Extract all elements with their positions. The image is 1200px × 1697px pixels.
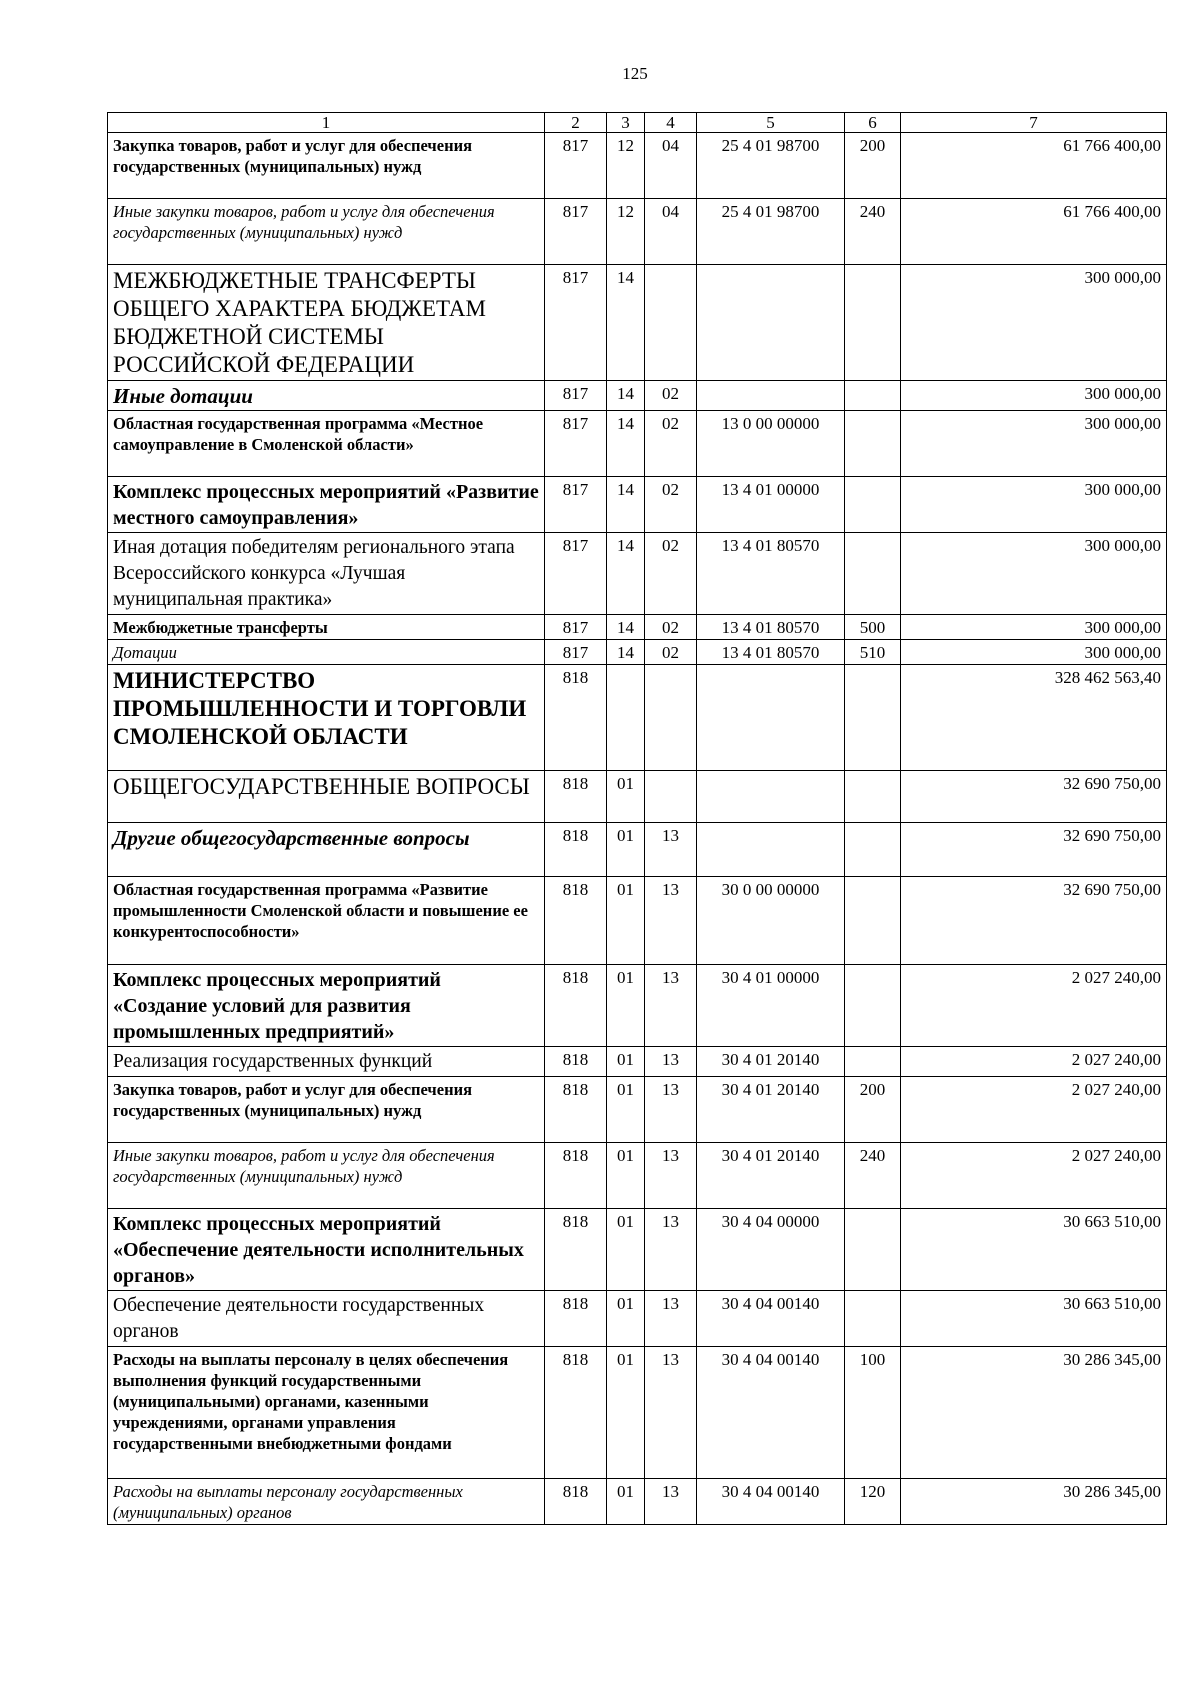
row-code-4: 02 (645, 477, 697, 533)
column-header: 3 (607, 113, 645, 133)
table-row (108, 533, 1167, 615)
row-amount: 30 286 345,00 (901, 1347, 1167, 1479)
row-amount: 300 000,00 (901, 477, 1167, 533)
row-code-6: 510 (845, 640, 901, 665)
row-code-2: 818 (545, 665, 607, 771)
row-code-4: 04 (645, 199, 697, 265)
column-header: 5 (697, 113, 845, 133)
row-code-2: 817 (545, 381, 607, 411)
row-code-6 (845, 771, 901, 823)
row-name: Расходы на выплаты персоналу государственных (муниципальных) органов (108, 1479, 545, 1525)
row-code-2: 818 (545, 1347, 607, 1479)
row-code-4: 13 (645, 1143, 697, 1209)
row-name: Иные дотации (108, 381, 545, 411)
row-name: Обеспечение деятельности государственных органов (108, 1291, 545, 1347)
table-row (108, 1291, 1167, 1347)
row-code-6 (845, 965, 901, 1047)
row-name: Комплекс процессных мероприятий «Создание условий для развития промышленных предприятий» (108, 965, 545, 1047)
row-code-2: 818 (545, 965, 607, 1047)
row-code-3: 12 (607, 199, 645, 265)
row-code-6 (845, 1047, 901, 1077)
row-code-5: 30 4 01 00000 (697, 965, 845, 1047)
row-code-2: 818 (545, 1209, 607, 1291)
table-row (108, 1143, 1167, 1209)
row-code-4: 04 (645, 133, 697, 199)
row-code-3: 01 (607, 877, 645, 965)
row-code-3: 14 (607, 265, 645, 381)
row-code-6 (845, 665, 901, 771)
row-name: Дотации (108, 640, 545, 665)
row-code-6 (845, 477, 901, 533)
row-code-4: 13 (645, 1047, 697, 1077)
row-code-6: 240 (845, 199, 901, 265)
table-row (108, 1479, 1167, 1525)
row-code-4: 13 (645, 877, 697, 965)
row-code-2: 817 (545, 615, 607, 640)
row-code-3: 01 (607, 1291, 645, 1347)
row-code-5: 13 4 01 80570 (697, 615, 845, 640)
row-code-3: 14 (607, 477, 645, 533)
row-code-3 (607, 665, 645, 771)
row-code-5 (697, 823, 845, 877)
row-code-2: 818 (545, 1047, 607, 1077)
row-code-3: 01 (607, 965, 645, 1047)
row-code-2: 818 (545, 1077, 607, 1143)
row-code-6: 500 (845, 615, 901, 640)
row-code-3: 01 (607, 1479, 645, 1525)
column-header: 4 (645, 113, 697, 133)
row-code-5 (697, 771, 845, 823)
row-name: Закупка товаров, работ и услуг для обеспечения государственных (муниципальных) нужд (108, 1077, 545, 1143)
row-code-5: 30 4 04 00140 (697, 1347, 845, 1479)
column-header: 7 (901, 113, 1167, 133)
row-code-3: 14 (607, 533, 645, 615)
row-code-6: 200 (845, 133, 901, 199)
row-code-6: 240 (845, 1143, 901, 1209)
row-code-4 (645, 771, 697, 823)
row-code-6 (845, 1209, 901, 1291)
row-code-4 (645, 665, 697, 771)
row-code-5 (697, 381, 845, 411)
row-amount: 300 000,00 (901, 533, 1167, 615)
row-code-5: 30 0 00 00000 (697, 877, 845, 965)
row-name: Комплекс процессных мероприятий «Развитие местного самоуправления» (108, 477, 545, 533)
row-code-2: 818 (545, 1143, 607, 1209)
row-amount: 61 766 400,00 (901, 133, 1167, 199)
row-code-6 (845, 411, 901, 477)
row-code-5: 25 4 01 98700 (697, 133, 845, 199)
row-name: Расходы на выплаты персоналу в целях обеспечения выполнения функций государственными (муниципальными) органами, казенными учреждениями, органами управления государственными внебюджетными фондами (108, 1347, 545, 1479)
row-code-2: 817 (545, 133, 607, 199)
row-code-5 (697, 265, 845, 381)
row-name: Областная государственная программа «Местное самоуправление в Смоленской области» (108, 411, 545, 477)
row-amount: 2 027 240,00 (901, 1077, 1167, 1143)
table-row (108, 381, 1167, 411)
row-amount: 2 027 240,00 (901, 1047, 1167, 1077)
row-amount: 328 462 563,40 (901, 665, 1167, 771)
row-name: Иная дотация победителям регионального этапа Всероссийского конкурса «Лучшая муниципальная практика» (108, 533, 545, 615)
row-code-5: 25 4 01 98700 (697, 199, 845, 265)
column-header: 1 (108, 113, 545, 133)
row-amount: 32 690 750,00 (901, 877, 1167, 965)
row-name: Межбюджетные трансферты (108, 615, 545, 640)
row-code-4: 13 (645, 823, 697, 877)
row-code-2: 818 (545, 1479, 607, 1525)
row-name: Реализация государственных функций (108, 1047, 545, 1077)
row-code-2: 818 (545, 771, 607, 823)
row-amount: 61 766 400,00 (901, 199, 1167, 265)
row-code-5: 30 4 01 20140 (697, 1077, 845, 1143)
table-row (108, 965, 1167, 1047)
row-code-3: 01 (607, 1047, 645, 1077)
table-row (108, 877, 1167, 965)
row-code-4: 13 (645, 1209, 697, 1291)
row-code-3: 14 (607, 381, 645, 411)
row-name: Другие общегосударственные вопросы (108, 823, 545, 877)
header-row (108, 113, 1167, 133)
row-code-2: 817 (545, 533, 607, 615)
row-amount: 2 027 240,00 (901, 1143, 1167, 1209)
row-code-6 (845, 823, 901, 877)
row-code-4: 13 (645, 1291, 697, 1347)
row-code-4: 13 (645, 1077, 697, 1143)
row-name: Иные закупки товаров, работ и услуг для обеспечения государственных (муниципальных) нужд (108, 199, 545, 265)
table-row (108, 411, 1167, 477)
row-amount: 30 286 345,00 (901, 1479, 1167, 1525)
row-code-3: 01 (607, 1209, 645, 1291)
row-code-3: 01 (607, 771, 645, 823)
row-name: Комплекс процессных мероприятий «Обеспечение деятельности исполнительных органов» (108, 1209, 545, 1291)
row-code-3: 12 (607, 133, 645, 199)
row-code-2: 817 (545, 640, 607, 665)
row-code-6 (845, 1291, 901, 1347)
row-code-4: 13 (645, 1347, 697, 1479)
row-amount: 300 000,00 (901, 615, 1167, 640)
column-header: 2 (545, 113, 607, 133)
row-code-5: 13 0 00 00000 (697, 411, 845, 477)
row-code-4 (645, 265, 697, 381)
row-code-4: 02 (645, 615, 697, 640)
row-amount: 32 690 750,00 (901, 771, 1167, 823)
table-row (108, 1047, 1167, 1077)
row-code-6: 120 (845, 1479, 901, 1525)
row-code-3: 14 (607, 411, 645, 477)
row-code-2: 818 (545, 823, 607, 877)
row-code-3: 14 (607, 615, 645, 640)
row-code-2: 817 (545, 477, 607, 533)
row-code-4: 02 (645, 533, 697, 615)
table-row (108, 1077, 1167, 1143)
table-row (108, 477, 1167, 533)
row-code-6 (845, 877, 901, 965)
row-code-4: 02 (645, 640, 697, 665)
table-row (108, 823, 1167, 877)
row-code-2: 817 (545, 265, 607, 381)
row-amount: 32 690 750,00 (901, 823, 1167, 877)
row-name: ОБЩЕГОСУДАРСТВЕННЫЕ ВОПРОСЫ (108, 771, 545, 823)
row-code-4: 13 (645, 965, 697, 1047)
page-number: 125 (622, 64, 648, 83)
row-code-3: 01 (607, 1143, 645, 1209)
table-row (108, 1347, 1167, 1479)
table-row (108, 615, 1167, 640)
row-code-6: 200 (845, 1077, 901, 1143)
row-code-3: 01 (607, 1347, 645, 1479)
row-amount: 30 663 510,00 (901, 1291, 1167, 1347)
row-amount: 300 000,00 (901, 265, 1167, 381)
row-name: Закупка товаров, работ и услуг для обеспечения государственных (муниципальных) нужд (108, 133, 545, 199)
row-code-5 (697, 665, 845, 771)
row-code-2: 818 (545, 1291, 607, 1347)
row-code-5: 13 4 01 00000 (697, 477, 845, 533)
row-code-4: 02 (645, 411, 697, 477)
row-code-6 (845, 265, 901, 381)
column-header: 6 (845, 113, 901, 133)
row-code-2: 817 (545, 199, 607, 265)
row-code-6: 100 (845, 1347, 901, 1479)
table-row (108, 265, 1167, 381)
row-name: Областная государственная программа «Развитие промышленности Смоленской области и повышение ее конкурентоспособности» (108, 877, 545, 965)
row-code-4: 13 (645, 1479, 697, 1525)
table-row (108, 1209, 1167, 1291)
row-name: МИНИСТЕРСТВО ПРОМЫШЛЕННОСТИ И ТОРГОВЛИ СМОЛЕНСКОЙ ОБЛАСТИ (108, 665, 545, 771)
row-amount: 300 000,00 (901, 381, 1167, 411)
row-code-6 (845, 381, 901, 411)
table-row (108, 771, 1167, 823)
row-code-5: 30 4 04 00140 (697, 1479, 845, 1525)
row-code-6 (845, 533, 901, 615)
row-code-5: 30 4 01 20140 (697, 1143, 845, 1209)
row-code-3: 01 (607, 1077, 645, 1143)
row-name: МЕЖБЮДЖЕТНЫЕ ТРАНСФЕРТЫ ОБЩЕГО ХАРАКТЕРА БЮДЖЕТАМ БЮДЖЕТНОЙ СИСТЕМЫ РОССИЙСКОЙ ФЕДЕРАЦИИ (108, 265, 545, 381)
row-code-5: 30 4 04 00000 (697, 1209, 845, 1291)
row-amount: 300 000,00 (901, 640, 1167, 665)
row-code-2: 818 (545, 877, 607, 965)
row-code-3: 14 (607, 640, 645, 665)
budget-table (107, 112, 1167, 1525)
table-row (108, 665, 1167, 771)
row-code-5: 30 4 01 20140 (697, 1047, 845, 1077)
table-row (108, 199, 1167, 265)
row-code-3: 01 (607, 823, 645, 877)
row-code-5: 30 4 04 00140 (697, 1291, 845, 1347)
row-code-2: 817 (545, 411, 607, 477)
table-row (108, 133, 1167, 199)
row-amount: 30 663 510,00 (901, 1209, 1167, 1291)
row-code-5: 13 4 01 80570 (697, 640, 845, 665)
row-code-4: 02 (645, 381, 697, 411)
row-name: Иные закупки товаров, работ и услуг для обеспечения государственных (муниципальных) нужд (108, 1143, 545, 1209)
table-row (108, 640, 1167, 665)
row-code-5: 13 4 01 80570 (697, 533, 845, 615)
row-amount: 300 000,00 (901, 411, 1167, 477)
row-amount: 2 027 240,00 (901, 965, 1167, 1047)
